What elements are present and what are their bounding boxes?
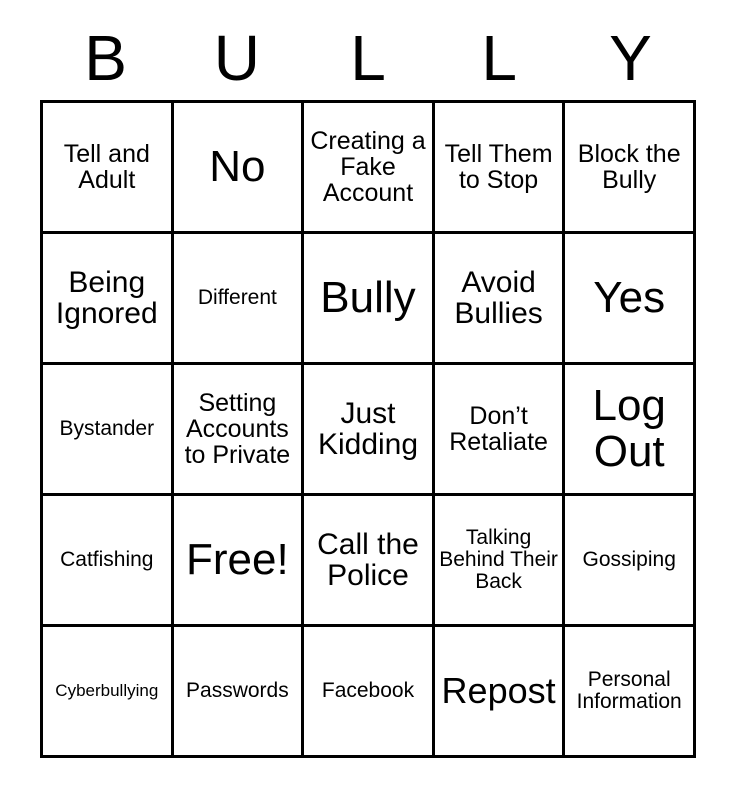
- bingo-cell[interactable]: [435, 365, 566, 496]
- bingo-cell[interactable]: [565, 103, 696, 234]
- bingo-cell[interactable]: [304, 365, 435, 496]
- bingo-cell-label: Yes: [593, 273, 666, 323]
- bingo-cell[interactable]: [304, 627, 435, 758]
- bingo-cell[interactable]: [565, 627, 696, 758]
- bingo-cell-label: Log Out: [592, 381, 666, 476]
- bingo-cell-label: Passwords: [186, 679, 289, 703]
- bingo-cell-label: Talking Behind Their Back: [439, 526, 558, 593]
- bingo-cell-label: Don’t Retaliate: [449, 402, 548, 456]
- bingo-cell-label: Creating a Fake Account: [310, 127, 426, 207]
- bingo-cell[interactable]: [174, 103, 305, 234]
- bingo-cell[interactable]: [174, 627, 305, 758]
- bingo-cell-label: Different: [197, 286, 277, 310]
- bingo-cell-label: Cyberbullying: [55, 681, 159, 701]
- bingo-cell[interactable]: [174, 234, 305, 365]
- bingo-cell-label: Just Kidding: [317, 396, 419, 461]
- bingo-cell[interactable]: [435, 496, 566, 627]
- title-letter-2: U: [213, 22, 260, 94]
- bingo-cell-label: Bully: [320, 273, 416, 323]
- bingo-cell[interactable]: [43, 627, 174, 758]
- bingo-cell[interactable]: [565, 365, 696, 496]
- bingo-cell-label: Facebook: [321, 679, 415, 703]
- bingo-cell-label: Personal Information: [576, 668, 682, 713]
- bingo-cell[interactable]: [565, 496, 696, 627]
- title-letter-3: L: [350, 22, 386, 94]
- bingo-title: [40, 0, 696, 100]
- bingo-cell[interactable]: [435, 627, 566, 758]
- title-letter-5: Y: [609, 22, 652, 94]
- bingo-grid: [40, 100, 696, 758]
- title-letter-4: L: [481, 22, 517, 94]
- bingo-cell-label: Catfishing: [60, 548, 154, 572]
- bingo-cell[interactable]: [565, 234, 696, 365]
- bingo-cell[interactable]: [43, 234, 174, 365]
- bingo-cell-label: Being Ignored: [55, 265, 158, 330]
- bingo-cell-label: Avoid Bullies: [454, 265, 543, 330]
- bingo-cell-label: No: [209, 142, 266, 192]
- bingo-cell[interactable]: [435, 103, 566, 234]
- bingo-cell-label: Repost: [441, 670, 556, 712]
- bingo-cell[interactable]: [174, 365, 305, 496]
- bingo-cell[interactable]: [43, 496, 174, 627]
- bingo-cell[interactable]: [435, 234, 566, 365]
- bingo-cell[interactable]: [304, 496, 435, 627]
- bingo-cell-label: Bystander: [59, 417, 155, 441]
- bingo-cell[interactable]: [304, 234, 435, 365]
- bingo-cell-label: Block the Bully: [577, 140, 681, 194]
- title-letter-1: B: [84, 22, 127, 94]
- bingo-cell[interactable]: [43, 103, 174, 234]
- bingo-cell[interactable]: [304, 103, 435, 234]
- bingo-cell[interactable]: [43, 365, 174, 496]
- bingo-cell-label: Tell and Adult: [63, 140, 150, 194]
- bingo-cell-free[interactable]: [174, 496, 305, 627]
- bingo-cell-label: Tell Them to Stop: [444, 140, 553, 194]
- bingo-cell-label: Free!: [186, 535, 289, 585]
- bingo-cell-label: Setting Accounts to Private: [184, 389, 291, 469]
- bingo-cell-label: Call the Police: [317, 527, 419, 592]
- bingo-cell-label: Gossiping: [582, 548, 676, 572]
